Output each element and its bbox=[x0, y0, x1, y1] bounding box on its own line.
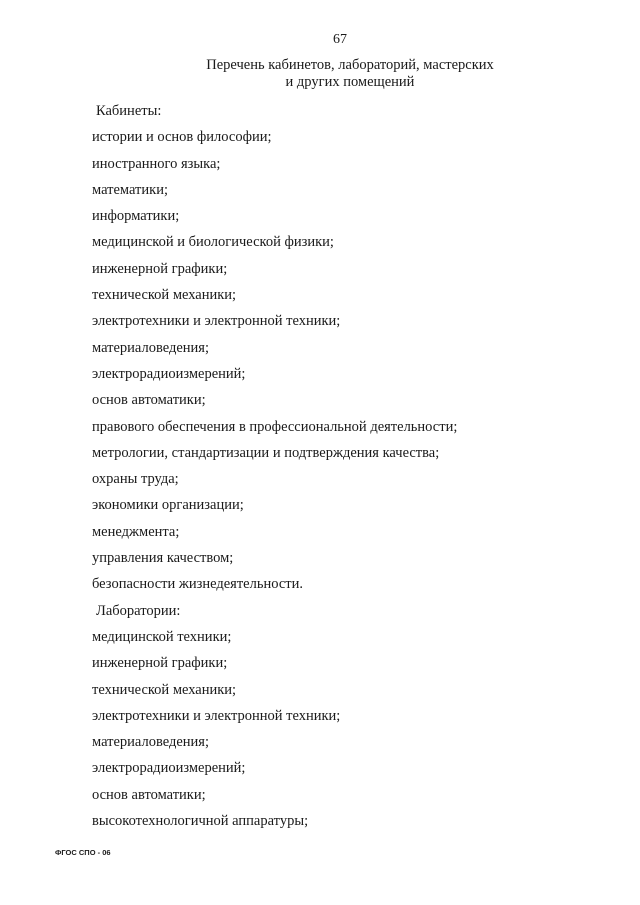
list-item: охраны труда; bbox=[92, 471, 179, 488]
list-item: электротехники и электронной техники; bbox=[92, 313, 341, 330]
list-item: основ автоматики; bbox=[92, 392, 206, 409]
footer-code: ФГОС СПО - 06 bbox=[55, 848, 111, 857]
section-title-laboratories: Лаборатории: bbox=[96, 602, 181, 619]
list-item: управления качеством; bbox=[92, 550, 234, 567]
premises-list bbox=[92, 103, 592, 839]
list-item: материаловедения; bbox=[92, 339, 210, 356]
list-item: истории и основ философии; bbox=[92, 129, 272, 146]
list-item: технической механики; bbox=[92, 681, 237, 698]
list-item: безопасности жизнедеятельности. bbox=[92, 576, 303, 593]
list-item: правового обеспечения в профессиональной деятельности; bbox=[92, 418, 458, 435]
page-number: 67 bbox=[333, 32, 347, 47]
list-item: медицинской и биологической физики; bbox=[92, 234, 334, 251]
list-item: медицинской техники; bbox=[92, 628, 232, 645]
page-title-line-1: Перечень кабинетов, лабораторий, мастерских bbox=[206, 57, 494, 73]
list-item: основ автоматики; bbox=[92, 786, 206, 803]
page-title bbox=[150, 57, 550, 91]
list-item: высокотехнологичной аппаратуры; bbox=[92, 813, 309, 830]
list-item: экономики организации; bbox=[92, 497, 244, 514]
list-item: электрорадиоизмерений; bbox=[92, 760, 246, 777]
list-item: метрологии, стандартизации и подтверждения качества; bbox=[92, 444, 440, 461]
page-title-line-2: и других помещений bbox=[285, 74, 415, 90]
list-item: инженерной графики; bbox=[92, 260, 228, 277]
list-item: инженерной графики; bbox=[92, 655, 228, 672]
list-item: электрорадиоизмерений; bbox=[92, 365, 246, 382]
list-item: технической механики; bbox=[92, 287, 237, 304]
list-item: математики; bbox=[92, 181, 168, 198]
list-item: менеджмента; bbox=[92, 523, 180, 540]
list-item: электротехники и электронной техники; bbox=[92, 707, 341, 724]
list-item: информатики; bbox=[92, 208, 180, 225]
list-item: иностранного языка; bbox=[92, 155, 221, 172]
section-title-cabinets: Кабинеты: bbox=[96, 103, 162, 119]
list-item: материаловедения; bbox=[92, 734, 210, 751]
